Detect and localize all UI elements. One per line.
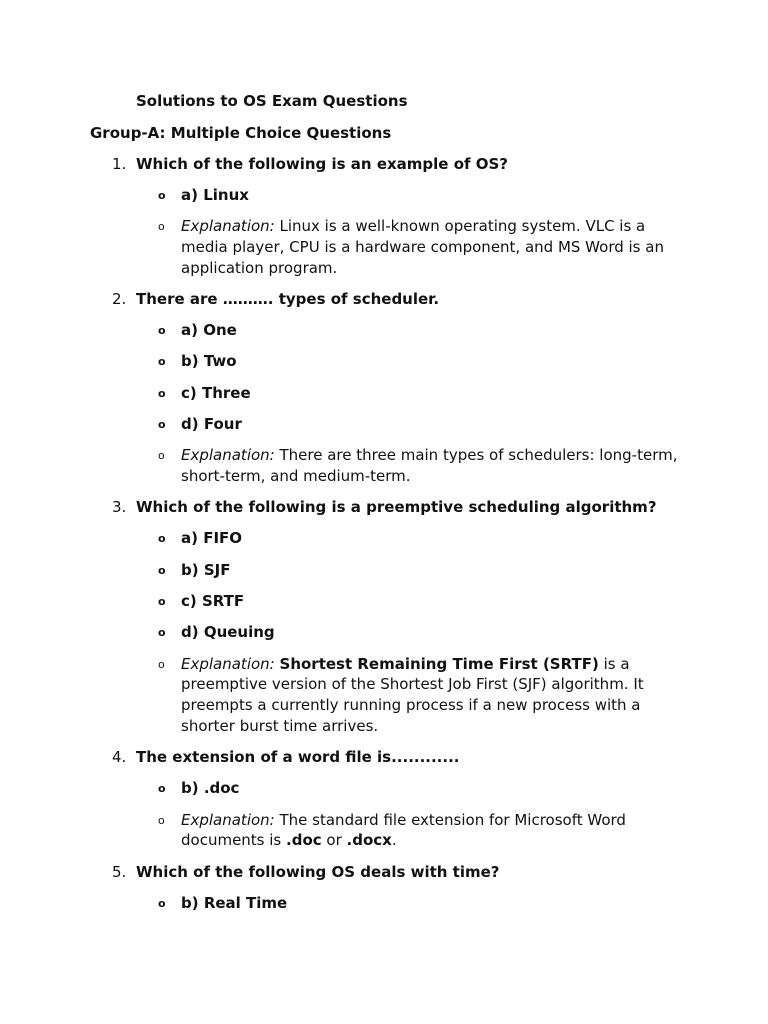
answer-option bbox=[90, 591, 680, 612]
answer-option bbox=[90, 778, 680, 799]
answer-list bbox=[90, 185, 680, 279]
explanation-text: The standard file extension for Microsoft Word documents is bbox=[181, 810, 626, 850]
explanation-label: Explanation: bbox=[181, 446, 275, 465]
question-2 bbox=[90, 289, 680, 487]
question-prompt: The extension of a word file is............ bbox=[136, 748, 460, 767]
question-5 bbox=[90, 862, 680, 914]
bullet-marker: o bbox=[158, 595, 166, 609]
explanation bbox=[90, 654, 680, 737]
bullet-marker: o bbox=[158, 782, 166, 796]
option-label: b) Two bbox=[181, 352, 237, 371]
option-label: b) .doc bbox=[181, 779, 240, 798]
question-prompt: Which of the following OS deals with time? bbox=[136, 862, 500, 881]
bullet-marker: o bbox=[158, 189, 166, 202]
option-label: d) Four bbox=[181, 415, 242, 434]
question-number: 5. bbox=[112, 862, 127, 881]
answer-list bbox=[90, 778, 680, 851]
question-list bbox=[90, 154, 680, 924]
option-label: a) Linux bbox=[181, 186, 249, 204]
question-prompt: Which of the following is an example of OS? bbox=[136, 155, 509, 173]
file-extension-docx: .docx bbox=[346, 831, 392, 850]
bullet-marker: o bbox=[158, 813, 165, 827]
explanation-text: or bbox=[321, 831, 347, 850]
question-number: 3. bbox=[112, 498, 127, 517]
option-label: c) SRTF bbox=[181, 592, 245, 611]
bullet-marker: o bbox=[158, 355, 166, 369]
question-text bbox=[90, 747, 680, 767]
question-4 bbox=[90, 747, 680, 851]
explanation bbox=[90, 216, 680, 278]
bullet-marker: o bbox=[158, 896, 166, 910]
option-label: a) One bbox=[181, 321, 237, 340]
bullet-marker: o bbox=[158, 563, 166, 577]
option-label: b) SJF bbox=[181, 560, 231, 579]
question-text bbox=[90, 862, 680, 882]
explanation-label: Explanation: bbox=[181, 654, 275, 673]
bullet-marker: o bbox=[158, 220, 165, 234]
bullet-marker: o bbox=[158, 324, 166, 338]
bullet-marker: o bbox=[158, 657, 165, 671]
explanation-text: There are three main types of schedulers: long-term, short-term, and medium-term. bbox=[181, 446, 678, 486]
question-3 bbox=[90, 497, 680, 736]
bullet-marker: o bbox=[158, 626, 166, 640]
answer-option bbox=[90, 528, 680, 549]
answer-option bbox=[90, 320, 680, 341]
question-number: 2. bbox=[112, 290, 127, 309]
answer-list bbox=[90, 893, 680, 914]
answer-option bbox=[90, 893, 680, 914]
question-number: 4. bbox=[112, 748, 127, 767]
bullet-marker: o bbox=[158, 386, 166, 400]
answer-option bbox=[90, 185, 680, 206]
answer-option bbox=[90, 383, 680, 404]
question-prompt: Which of the following is a preemptive scheduling algorithm? bbox=[136, 498, 657, 517]
question-text bbox=[90, 289, 680, 309]
explanation-label: Explanation: bbox=[181, 810, 275, 829]
document-title: Solutions to OS Exam Questions bbox=[136, 92, 408, 110]
section-heading: Group-A: Multiple Choice Questions bbox=[90, 124, 392, 142]
question-number: 1. bbox=[112, 155, 127, 173]
option-label: b) Real Time bbox=[181, 893, 288, 912]
explanation bbox=[90, 445, 680, 487]
bullet-marker: o bbox=[158, 449, 165, 463]
explanation-text: Linux is a well-known operating system. VLC is a media player, CPU is a hardware component, and MS Word is an application program. bbox=[181, 217, 664, 277]
bullet-marker: o bbox=[158, 532, 166, 546]
answer-option bbox=[90, 560, 680, 581]
answer-list bbox=[90, 320, 680, 487]
question-text bbox=[90, 497, 680, 517]
option-label: c) Three bbox=[181, 383, 251, 402]
explanation bbox=[90, 810, 680, 852]
option-label: d) Queuing bbox=[181, 623, 275, 642]
answer-list bbox=[90, 528, 680, 736]
question-1 bbox=[90, 154, 680, 279]
file-extension-doc: .doc bbox=[286, 831, 322, 850]
explanation-text: . bbox=[391, 831, 397, 850]
answer-option bbox=[90, 414, 680, 435]
bullet-marker: o bbox=[158, 418, 166, 432]
option-label: a) FIFO bbox=[181, 529, 243, 548]
explanation-label: Explanation: bbox=[181, 217, 275, 236]
explanation-text: is a preemptive version of the Shortest Job First (SJF) algorithm. It preempts a currently running process if a new process with a shorter burst time arrives. bbox=[181, 654, 644, 736]
answer-option bbox=[90, 622, 680, 643]
question-text bbox=[90, 154, 680, 174]
answer-option bbox=[90, 351, 680, 372]
question-prompt: There are ………. types of scheduler. bbox=[136, 290, 440, 309]
explanation-term: Shortest Remaining Time First (SRTF) bbox=[279, 654, 599, 673]
